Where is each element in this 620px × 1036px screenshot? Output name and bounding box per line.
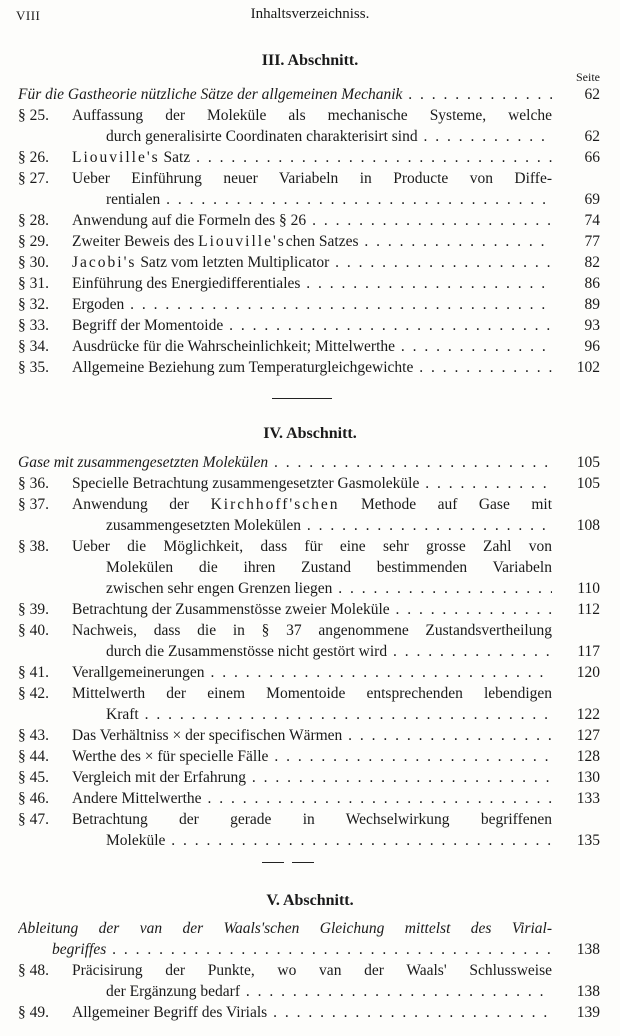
entry-line: durch die Zusammenstösse nicht gestört wird . . . [72,641,552,662]
section-number: § 49. [18,1004,49,1021]
entry-title [18,918,552,960]
page-reference: 138 [576,983,600,1000]
entry-line: Einführung des Energiedifferentiales . . . [72,273,552,294]
page-number: VIII [16,8,41,23]
entry-line: der Ergänzung bedarf . . . [72,981,552,1002]
entry-line: Betrachtung der Zusammenstösse zweier Moleküle . . . [72,599,552,620]
page-reference: 96 [584,338,600,355]
section-heading: III. Abschnitt. [261,52,359,69]
toc-entry [18,315,600,336]
section-number: § 32. [18,296,49,313]
entry-line: Nachweis, dass die in § 37 angenommene Zustandsvertheilung [72,622,552,639]
toc-entry [18,147,600,168]
section-number: § 38. [18,538,49,555]
page-reference: 110 [577,580,600,597]
entry-line: Ausdrücke für die Wahrscheinlichkeit; Mittelwerthe . . . [72,336,552,357]
entry-title [72,147,552,168]
entry-title [72,252,552,273]
entry-line: zwischen sehr engen Grenzen liegen . . . [72,578,552,599]
section-number: § 44. [18,748,49,765]
entry-title [72,746,552,767]
section-number: § 47. [18,811,49,828]
toc-entry [18,494,600,536]
toc-entry [18,231,600,252]
chapter-title-row [18,918,600,960]
entry-line: Ableitung der van der Waals'schen Gleichung mittelst des Virial- [18,920,552,937]
entry-line: zusammengesetzten Molekülen . . . [72,515,552,536]
entry-title [72,960,552,1002]
entry-title [72,620,552,662]
chapter-title-row [18,84,600,105]
page-reference: 93 [584,317,600,334]
section-number: § 29. [18,233,49,250]
entry-line: Kraft . . . [72,704,552,725]
entry-title [72,494,552,536]
page-reference: 86 [584,275,600,292]
entry-title [72,599,552,620]
toc-entry [18,767,600,788]
toc-entry [18,473,600,494]
toc-entry [18,746,600,767]
toc-entry [18,960,600,1002]
toc-entry [18,620,600,662]
section-number: § 34. [18,338,49,355]
toc-entry [18,725,600,746]
toc-entry [18,210,600,231]
page-reference: 105 [576,454,600,471]
entry-title [72,662,552,683]
entry-line: Moleküle . . . [72,830,552,851]
section-number: § 43. [18,727,49,744]
entry-line: Präcisirung der Punkte, wo van der Waals' Schlussweise [72,962,552,979]
section-divider [262,862,284,863]
running-head [16,6,604,28]
entry-line: Anwendung der Kirchhoff'schen Methode auf Gase mit [72,496,552,513]
section-heading: V. Abschnitt. [266,892,354,909]
page-reference: 105 [576,475,600,492]
entry-line: Verallgemeinerungen . . . [72,662,552,683]
toc-entry [18,809,600,851]
entry-line: Gase mit zusammengesetzten Molekülen . . . [18,452,552,473]
entry-title [72,168,552,210]
page-reference: 89 [584,296,600,313]
entry-line: Betrachtung der gerade in Wechselwirkung begriffenen [72,811,552,828]
page-reference: 69 [584,191,600,208]
entry-line: Jacobi's Satz vom letzten Multiplicator . . . [72,252,552,273]
entry-title [72,105,552,147]
section-number: § 39. [18,601,49,618]
entry-title [72,357,552,378]
chapter-title-row [18,452,600,473]
section-number: § 37. [18,496,49,513]
page-reference: 66 [584,149,600,166]
entry-line: Für die Gastheorie nützliche Sätze der allgemeinen Mechanik . . . [18,84,552,105]
entry-line: Specielle Betrachtung zusammengesetzter Gasmoleküle . . . [72,473,552,494]
section-number: § 36. [18,475,49,492]
entry-title [72,725,552,746]
page-reference: 102 [576,359,600,376]
section-number: § 46. [18,790,49,807]
entry-line: Vergleich mit der Erfahrung . . . [72,767,552,788]
entry-line: Andere Mittelwerthe . . . [72,788,552,809]
entry-line: Auffassung der Moleküle als mechanische Systeme, welche [72,107,552,124]
page-reference: 117 [577,643,600,660]
entry-line: Liouville's Satz . . . [72,147,552,168]
entry-title [72,788,552,809]
page-reference: 112 [577,601,600,618]
entry-line: Begriff der Momentoide . . . [72,315,552,336]
entry-title [72,809,552,851]
entry-line: Das Verhältniss × der specifischen Wärmen . . . [72,725,552,746]
page-reference: 74 [584,212,600,229]
section-number: § 41. [18,664,49,681]
toc-entry [18,273,600,294]
toc-entry [18,105,600,147]
toc-entry [18,1002,600,1023]
section-number: § 26. [18,149,49,166]
entry-title [72,294,552,315]
entry-line: Molekülen die ihren Zustand bestimmenden Variabeln [106,559,552,576]
section-number: § 45. [18,769,49,786]
toc-entry [18,294,600,315]
page-reference: 130 [576,769,600,786]
section-number: § 27. [18,170,49,187]
entry-line: Ueber Einführung neuer Variabeln in Producte von Diffe- [72,170,552,187]
toc-entry [18,683,600,725]
entry-line: Allgemeiner Begriff des Virials . . . [72,1002,552,1023]
section-number: § 42. [18,685,49,702]
toc-entry [18,536,600,599]
entry-title [72,1002,552,1023]
entry-line: Anwendung auf die Formeln des § 26 . . . [72,210,552,231]
entry-line: begriffes . . . [18,939,552,960]
page-reference: 128 [576,748,600,765]
entry-title [72,231,552,252]
entry-title [72,683,552,725]
toc-entry [18,357,600,378]
section-number: § 48. [18,962,49,979]
section-number: § 35. [18,359,49,376]
page-reference: 82 [584,254,600,271]
section-divider [292,862,314,863]
section-number: § 25. [18,107,49,124]
page-reference: 62 [584,86,600,103]
seite-label: Seite [576,70,600,84]
page-reference: 122 [576,706,600,723]
entry-title [72,473,552,494]
entry-line: Werthe des × für specielle Fälle . . . [72,746,552,767]
entry-line: durch generalisirte Coordinaten charakterisirt sind . . . [72,126,552,147]
toc-entry [18,662,600,683]
toc-entry [18,336,600,357]
entry-line: Mittelwerth der einem Momentoide entsprechenden lebendigen [72,685,552,702]
entry-title [72,210,552,231]
page-reference: 120 [576,664,600,681]
section-number: § 28. [18,212,49,229]
page-reference: 127 [576,727,600,744]
entry-title [72,315,552,336]
entry-line: Zweiter Beweis des Liouville'schen Satzes . . . [72,231,552,252]
entry-title [18,84,552,105]
page-reference: 138 [576,941,600,958]
entry-line: rentialen . . . [72,189,552,210]
page-reference: 77 [584,233,600,250]
entry-line: Ergoden . . . [72,294,552,315]
section-number: § 33. [18,317,49,334]
toc-entry [18,788,600,809]
page-reference: 62 [584,128,600,145]
entry-line: Allgemeine Beziehung zum Temperaturgleichgewichte . . . [72,357,552,378]
page-reference: 108 [576,517,600,534]
section-heading: IV. Abschnitt. [263,425,357,442]
toc-entry [18,252,600,273]
entry-title [72,767,552,788]
entry-title [72,536,552,599]
entry-title [72,273,552,294]
page-title: Inhaltsverzeichniss. [250,6,370,22]
entry-line: Ueber die Möglichkeit, dass für eine sehr grosse Zahl von [72,538,552,555]
toc-entry [18,168,600,210]
page-reference: 133 [576,790,600,807]
toc-entry [18,599,600,620]
page-reference: 139 [576,1004,600,1021]
section-number: § 31. [18,275,49,292]
section-number: § 40. [18,622,49,639]
section-divider [272,398,332,399]
entry-title [72,336,552,357]
entry-title [18,452,552,473]
page-reference: 135 [576,832,600,849]
section-number: § 30. [18,254,49,271]
